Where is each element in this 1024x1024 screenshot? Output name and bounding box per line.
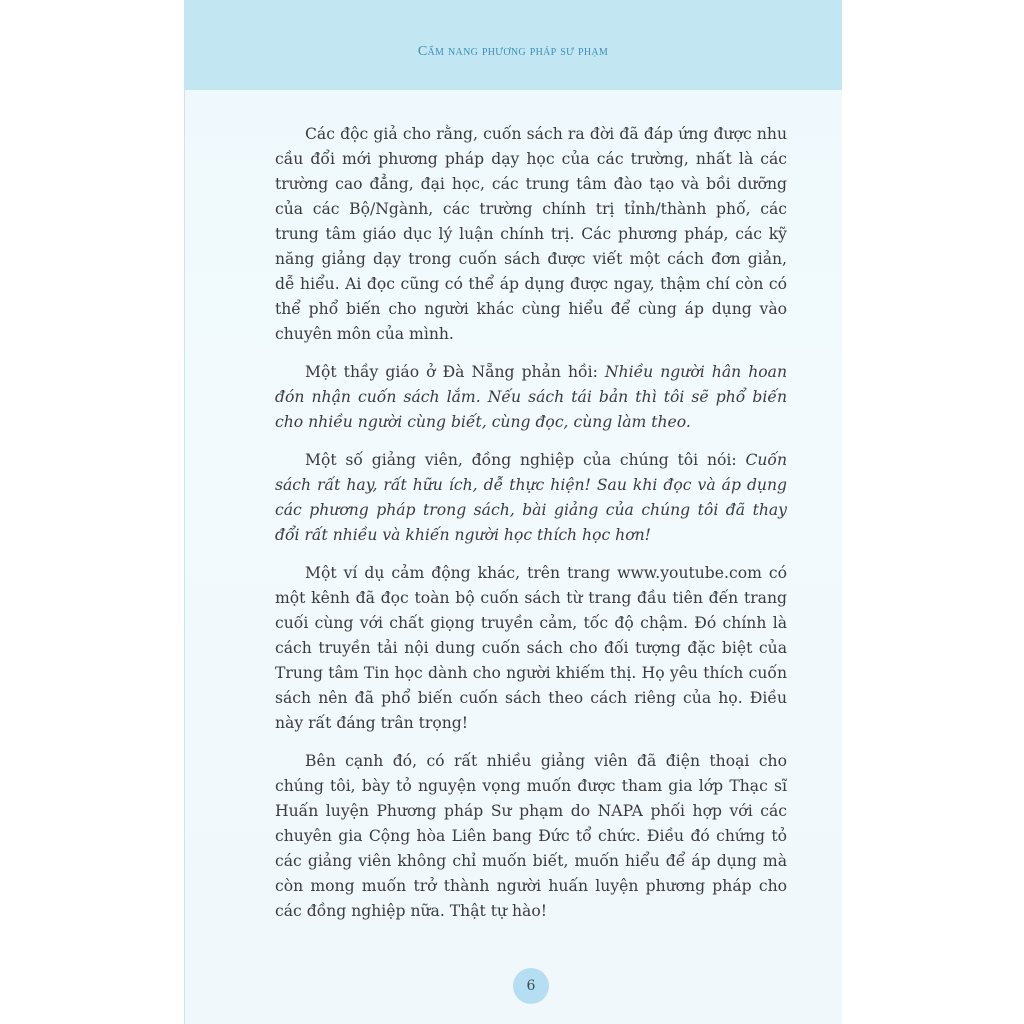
paragraph-4-text: Một ví dụ cảm động khác, trên trang www.youtube.com có một kênh đã đọc toàn bộ cuốn sách từ trang đầu tiên đến trang cuối cùng với chất giọng truyền cảm, tốc độ chậm. Đó chính là cách truyền tải nội dung cuốn sách cho đối tượng đặc biệt của Trung tâm Tin học dành cho người khiếm thị. Họ yêu thích cuốn sách nên đã phổ biến cuốn sách theo cách riêng của họ. Điều này rất đáng trân trọng!: [275, 564, 787, 732]
paragraph-2: [275, 360, 787, 435]
paragraph-2-text: Một thầy giáo ở Đà Nẵng phản hồi:: [305, 363, 605, 381]
paragraph-3-text: Một số giảng viên, đồng nghiệp của chúng tôi nói:: [305, 451, 746, 469]
paragraph-1: [275, 122, 787, 347]
paragraph-4: [275, 561, 787, 736]
running-header-band: [184, 0, 842, 90]
running-header-title: Cẩm nang phương pháp sư phạm: [417, 44, 609, 59]
body-text: [275, 122, 787, 937]
paragraph-5: [275, 749, 787, 924]
page-number-badge: 6: [513, 968, 549, 1004]
paragraph-3: [275, 448, 787, 548]
paragraph-5-text: Bên cạnh đó, có rất nhiều giảng viên đã điện thoại cho chúng tôi, bày tỏ nguyện vọng muốn được tham gia lớp Thạc sĩ Huấn luyện Phương pháp Sư phạm do NAPA phối hợp với các chuyên gia Cộng hòa Liên bang Đức tổ chức. Điều đó chứng tỏ các giảng viên không chỉ muốn biết, muốn hiểu để áp dụng mà còn mong muốn trở thành người huấn luyện phương pháp cho các đồng nghiệp nữa. Thật tự hào!: [275, 752, 787, 920]
paragraph-3-quote: Cuốn sách rất hay, rất hữu ích, dễ thực hiện! Sau khi đọc và áp dụng các phương pháp trong sách, bài giảng của chúng tôi đã thay đổi rất nhiều và khiến người học thích học hơn!: [275, 451, 787, 544]
paragraph-2-quote: Nhiều người hân hoan đón nhận cuốn sách lắm. Nếu sách tái bản thì tôi sẽ phổ biến cho nhiều người cùng biết, cùng đọc, cùng làm theo.: [275, 363, 787, 431]
paragraph-1-text: Các độc giả cho rằng, cuốn sách ra đời đã đáp ứng được nhu cầu đổi mới phương pháp dạy học của các trường, nhất là các trường cao đẳng, đại học, các trung tâm đào tạo và bồi dưỡng của các Bộ/Ngành, các trường chính trị tỉnh/thành phố, các trung tâm giáo dục lý luận chính trị. Các phương pháp, các kỹ năng giảng dạy trong cuốn sách được viết một cách đơn giản, dễ hiểu. Ai đọc cũng có thể áp dụng được ngay, thậm chí còn có thể phổ biến cho người khác cùng hiểu để cùng áp dụng vào chuyên môn của mình.: [275, 125, 787, 343]
book-page: [184, 0, 842, 1024]
